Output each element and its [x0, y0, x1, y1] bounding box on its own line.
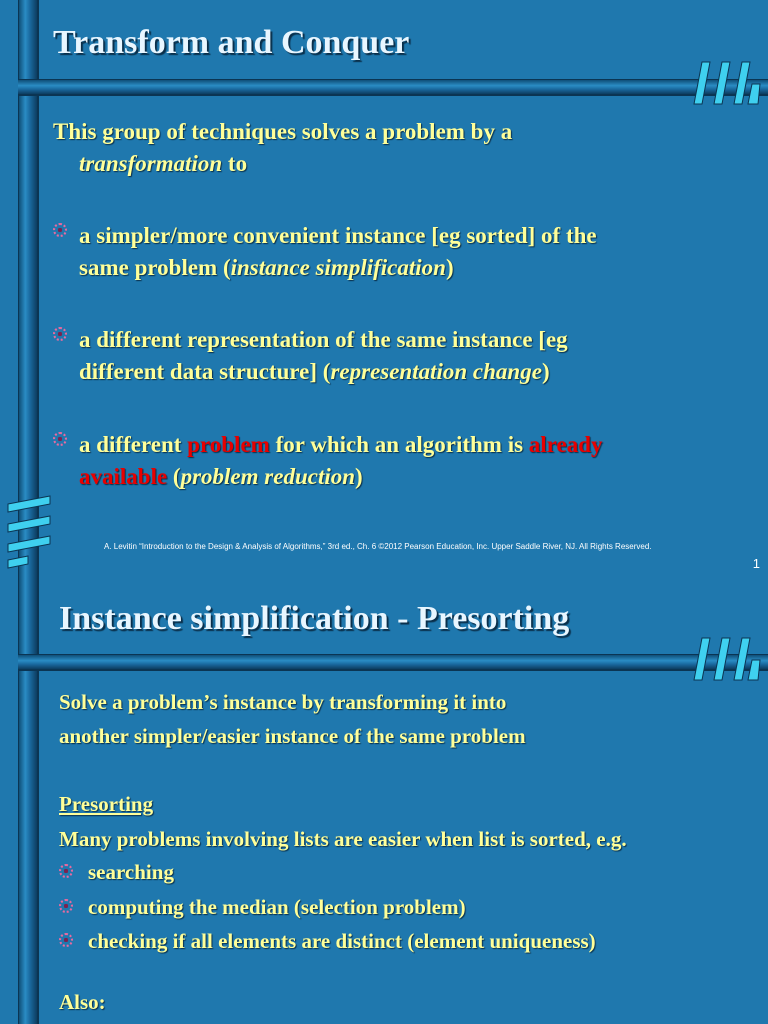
- slide-2: [0, 580, 768, 1024]
- dotted-circle-bullet-icon: [59, 864, 73, 878]
- copyright-footer: A. Levitin “Introduction to the Design & Analysis of Algorithms,” 3rd ed., Ch. 6 ©2012 Pearson Education, Inc. Upper Saddle River, NJ. All Rights Reserved.: [104, 542, 652, 551]
- description-line-2: another simpler/easier instance of the same problem: [59, 724, 526, 748]
- intro-paragraph: [53, 116, 743, 180]
- page-number: 1: [752, 556, 760, 571]
- intro-line-2-rest: to: [222, 151, 248, 176]
- bullet-text: checking if all elements are distinct (element uniqueness): [88, 929, 596, 953]
- highlight-red-text: problem: [187, 432, 270, 457]
- bullet-line-1: a different representation of the same instance [eg: [79, 327, 568, 352]
- bullet-item: [59, 893, 466, 921]
- bullet-line-2: [53, 461, 743, 493]
- highlight-red-text: already: [528, 432, 603, 457]
- dotted-circle-bullet-icon: [53, 327, 67, 341]
- bullet-italic-term: problem reduction: [180, 464, 356, 489]
- bullet-line-1: [53, 429, 743, 461]
- dotted-circle-bullet-icon: [59, 899, 73, 913]
- slide-title: Transform and Conquer: [53, 24, 410, 61]
- bullet-item: [53, 429, 743, 493]
- dotted-circle-bullet-icon: [59, 933, 73, 947]
- dotted-circle-bullet-icon: [53, 432, 67, 446]
- bullet-text: different data structure] (: [79, 359, 331, 384]
- bullet-item: [59, 927, 596, 955]
- bullet-item: [53, 324, 743, 388]
- bullet-line-2: [53, 356, 743, 388]
- also-heading: Also:: [59, 990, 106, 1014]
- bullet-italic-term: representation change: [330, 359, 542, 384]
- intro-italic-term: transformation: [79, 151, 223, 176]
- bullet-line-2: [53, 252, 743, 284]
- presorting-description: Many problems involving lists are easier when list is sorted, e.g.: [59, 827, 627, 851]
- bullet-text: ): [541, 359, 550, 384]
- bullet-item: [53, 220, 743, 284]
- bullet-text: searching: [88, 860, 174, 884]
- dotted-circle-bullet-icon: [53, 223, 67, 237]
- bullet-text: ): [445, 255, 454, 280]
- bullet-text: same problem (: [79, 255, 231, 280]
- description-line-1: Solve a problem’s instance by transforming it into: [59, 690, 507, 714]
- highlight-red-text: available: [79, 464, 168, 489]
- bullet-italic-term: instance simplification: [230, 255, 446, 280]
- title-underline-rule: [18, 79, 768, 96]
- slanted-bars-logo-icon: [688, 634, 764, 684]
- intro-line-2: [53, 148, 743, 180]
- bullet-text: a different: [79, 432, 188, 457]
- title-underline-rule: [18, 654, 768, 671]
- slide-title: Instance simplification - Presorting: [59, 600, 570, 637]
- slanted-bars-logo-icon: [688, 58, 764, 108]
- bullet-text: for which an algorithm is: [269, 432, 529, 457]
- slanted-bars-side-logo-icon: [4, 494, 54, 570]
- bullet-text: computing the median (selection problem): [88, 895, 466, 919]
- bullet-line-1: a simpler/more convenient instance [eg sorted] of the: [79, 223, 597, 248]
- presorting-heading: Presorting: [59, 792, 154, 816]
- bullet-text: (: [167, 464, 181, 489]
- bullet-text: ): [355, 464, 363, 489]
- bullet-item: [59, 858, 174, 886]
- left-vertical-rule: [18, 580, 39, 1024]
- intro-line-1: This group of techniques solves a problem by a: [53, 119, 513, 144]
